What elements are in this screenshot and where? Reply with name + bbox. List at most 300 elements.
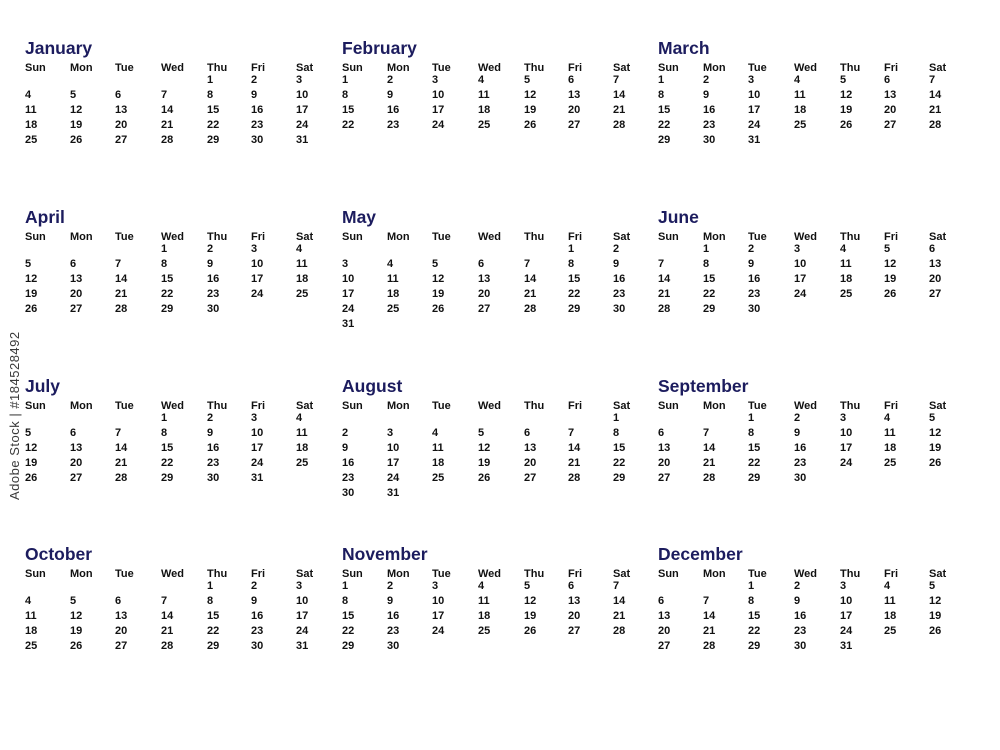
date-cell: 10 (251, 427, 264, 439)
date-cell: 23 (613, 288, 626, 300)
date-cell: 10 (432, 595, 445, 607)
date-cell: 26 (478, 472, 491, 484)
date-cell: 2 (207, 412, 214, 424)
month-title: March (658, 38, 710, 58)
date-cell: 17 (296, 610, 309, 622)
date-cell: 6 (568, 580, 575, 592)
weekday-header-tue: Tue (432, 568, 451, 580)
date-cell: 30 (207, 303, 220, 315)
date-cell: 5 (70, 595, 77, 607)
date-cell: 22 (161, 288, 174, 300)
date-cell: 23 (251, 119, 264, 131)
date-cell: 16 (207, 273, 220, 285)
weekday-header-sat: Sat (929, 231, 947, 243)
date-cell: 1 (703, 243, 710, 255)
date-cell: 18 (296, 442, 309, 454)
date-cell: 20 (658, 457, 671, 469)
date-cell: 23 (703, 119, 716, 131)
date-cell: 21 (115, 288, 128, 300)
date-cell: 25 (25, 134, 38, 146)
date-cell: 8 (161, 427, 168, 439)
date-cell: 8 (748, 427, 755, 439)
weekday-header-mon: Mon (703, 400, 726, 412)
date-cell: 8 (207, 595, 214, 607)
date-cell: 11 (296, 258, 308, 270)
date-cell: 5 (884, 243, 891, 255)
weekday-header-sun: Sun (342, 400, 363, 412)
date-cell: 13 (70, 442, 83, 454)
weekday-header-mon: Mon (387, 400, 410, 412)
date-cell: 27 (658, 640, 671, 652)
date-cell: 5 (25, 427, 32, 439)
date-cell: 31 (296, 134, 309, 146)
date-cell: 9 (794, 595, 801, 607)
month-october (25, 544, 345, 704)
date-cell: 14 (613, 89, 626, 101)
date-cell: 26 (929, 625, 942, 637)
date-cell: 18 (478, 104, 491, 116)
weekday-header-fri: Fri (568, 400, 583, 412)
date-cell: 7 (703, 595, 710, 607)
date-cell: 28 (115, 303, 128, 315)
month-title: June (658, 207, 699, 227)
weekday-header-thu: Thu (524, 62, 545, 74)
date-cell: 3 (794, 243, 801, 255)
date-cell: 4 (478, 74, 485, 86)
date-cell: 10 (251, 258, 264, 270)
date-cell: 6 (929, 243, 936, 255)
weekday-header-mon: Mon (387, 62, 410, 74)
weekday-header-thu: Thu (207, 231, 228, 243)
date-cell: 11 (840, 258, 852, 270)
weekday-header-thu: Thu (207, 568, 228, 580)
month-november (342, 544, 665, 704)
date-cell: 18 (478, 610, 491, 622)
date-cell: 6 (115, 595, 122, 607)
date-cell: 6 (478, 258, 485, 270)
date-cell: 2 (794, 412, 801, 424)
date-cell: 3 (432, 74, 439, 86)
date-cell: 15 (658, 104, 671, 116)
weekday-header-wed: Wed (794, 568, 818, 580)
date-cell: 7 (115, 427, 122, 439)
date-cell: 4 (25, 595, 32, 607)
date-cell: 3 (840, 412, 847, 424)
weekday-header-wed: Wed (794, 62, 818, 74)
date-cell: 19 (524, 610, 537, 622)
date-cell: 21 (524, 288, 537, 300)
date-cell: 28 (613, 119, 626, 131)
date-cell: 8 (342, 595, 349, 607)
date-cell: 17 (432, 104, 445, 116)
month-title: December (658, 544, 743, 564)
date-cell: 1 (161, 243, 168, 255)
date-cell: 15 (207, 610, 220, 622)
date-cell: 28 (929, 119, 942, 131)
date-cell: 10 (342, 273, 355, 285)
date-cell: 15 (613, 442, 626, 454)
date-cell: 24 (794, 288, 807, 300)
date-cell: 4 (884, 412, 891, 424)
date-cell: 14 (161, 610, 174, 622)
date-cell: 16 (342, 457, 355, 469)
date-cell: 29 (703, 303, 716, 315)
date-cell: 24 (748, 119, 761, 131)
date-cell: 3 (387, 427, 394, 439)
weekday-header-sat: Sat (929, 568, 947, 580)
date-cell: 27 (524, 472, 537, 484)
date-cell: 2 (251, 74, 258, 86)
weekday-header-fri: Fri (568, 231, 583, 243)
weekday-header-sat: Sat (296, 62, 314, 74)
month-july (25, 376, 345, 536)
date-cell: 30 (748, 303, 761, 315)
date-cell: 11 (25, 610, 37, 622)
date-cell: 26 (524, 119, 537, 131)
date-cell: 29 (161, 303, 174, 315)
date-cell: 2 (748, 243, 755, 255)
date-cell: 3 (432, 580, 439, 592)
date-cell: 22 (658, 119, 671, 131)
date-cell: 5 (524, 74, 531, 86)
date-cell: 13 (884, 89, 897, 101)
date-cell: 28 (115, 472, 128, 484)
weekday-header-mon: Mon (70, 400, 93, 412)
date-cell: 15 (342, 610, 355, 622)
date-cell: 1 (207, 74, 214, 86)
weekday-header-tue: Tue (748, 62, 767, 74)
weekday-header-sat: Sat (613, 400, 631, 412)
weekday-header-wed: Wed (478, 568, 502, 580)
date-cell: 1 (568, 243, 575, 255)
date-cell: 20 (115, 119, 128, 131)
date-cell: 30 (251, 640, 264, 652)
date-cell: 11 (478, 595, 490, 607)
date-cell: 10 (296, 595, 309, 607)
date-cell: 20 (884, 104, 897, 116)
date-cell: 13 (658, 610, 671, 622)
date-cell: 25 (387, 303, 400, 315)
weekday-header-sun: Sun (342, 231, 363, 243)
date-cell: 19 (929, 610, 942, 622)
date-cell: 22 (342, 625, 355, 637)
date-cell: 3 (251, 243, 258, 255)
date-cell: 21 (703, 457, 716, 469)
date-cell: 14 (703, 610, 716, 622)
month-january (25, 38, 345, 198)
date-cell: 4 (296, 412, 303, 424)
date-cell: 26 (70, 640, 83, 652)
month-title: September (658, 376, 749, 396)
date-cell: 8 (342, 89, 349, 101)
date-cell: 22 (703, 288, 716, 300)
date-cell: 19 (929, 442, 942, 454)
month-title: October (25, 544, 93, 564)
date-cell: 24 (387, 472, 400, 484)
date-cell: 9 (387, 595, 394, 607)
date-cell: 7 (115, 258, 122, 270)
weekday-header-tue: Tue (432, 231, 451, 243)
date-cell: 30 (207, 472, 220, 484)
date-cell: 22 (161, 457, 174, 469)
date-cell: 16 (613, 273, 626, 285)
weekday-header-wed: Wed (161, 231, 185, 243)
date-cell: 1 (342, 74, 349, 86)
date-cell: 18 (884, 442, 897, 454)
month-title: July (25, 376, 61, 396)
weekday-header-wed: Wed (478, 231, 502, 243)
date-cell: 21 (658, 288, 671, 300)
date-cell: 1 (658, 74, 665, 86)
date-cell: 29 (342, 640, 355, 652)
date-cell: 5 (929, 580, 936, 592)
date-cell: 7 (613, 74, 620, 86)
date-cell: 25 (884, 457, 897, 469)
date-cell: 30 (794, 640, 807, 652)
weekday-header-sun: Sun (658, 400, 679, 412)
date-cell: 31 (342, 318, 355, 330)
date-cell: 26 (524, 625, 537, 637)
month-april (25, 207, 345, 367)
date-cell: 25 (432, 472, 445, 484)
date-cell: 29 (613, 472, 626, 484)
date-cell: 12 (478, 442, 491, 454)
date-cell: 2 (613, 243, 620, 255)
date-cell: 15 (568, 273, 581, 285)
date-cell: 17 (794, 273, 807, 285)
weekday-header-sat: Sat (613, 231, 631, 243)
date-cell: 16 (387, 610, 400, 622)
date-cell: 31 (748, 134, 761, 146)
date-cell: 27 (884, 119, 897, 131)
date-cell: 23 (387, 625, 400, 637)
date-cell: 11 (794, 89, 806, 101)
date-cell: 23 (794, 625, 807, 637)
date-cell: 18 (432, 457, 445, 469)
date-cell: 6 (524, 427, 531, 439)
date-cell: 9 (207, 258, 214, 270)
date-cell: 2 (207, 243, 214, 255)
weekday-header-wed: Wed (794, 400, 818, 412)
date-cell: 12 (840, 89, 853, 101)
date-cell: 10 (840, 427, 853, 439)
date-cell: 31 (251, 472, 264, 484)
date-cell: 17 (251, 442, 264, 454)
date-cell: 14 (568, 442, 581, 454)
date-cell: 12 (432, 273, 445, 285)
date-cell: 14 (703, 442, 716, 454)
date-cell: 19 (70, 625, 83, 637)
date-cell: 16 (794, 610, 807, 622)
date-cell: 3 (251, 412, 258, 424)
date-cell: 18 (840, 273, 853, 285)
date-cell: 8 (613, 427, 620, 439)
date-cell: 26 (70, 134, 83, 146)
date-cell: 30 (703, 134, 716, 146)
date-cell: 17 (840, 442, 853, 454)
date-cell: 30 (794, 472, 807, 484)
month-title: May (342, 207, 377, 227)
date-cell: 2 (251, 580, 258, 592)
weekday-header-mon: Mon (70, 568, 93, 580)
date-cell: 25 (840, 288, 853, 300)
date-cell: 5 (524, 580, 531, 592)
date-cell: 13 (929, 258, 942, 270)
date-cell: 25 (794, 119, 807, 131)
date-cell: 25 (296, 288, 309, 300)
date-cell: 31 (387, 487, 400, 499)
month-september (658, 376, 978, 536)
month-title: November (342, 544, 428, 564)
weekday-header-sat: Sat (296, 568, 314, 580)
date-cell: 3 (342, 258, 349, 270)
month-title: February (342, 38, 417, 58)
date-cell: 1 (748, 412, 755, 424)
date-cell: 16 (794, 442, 807, 454)
date-cell: 23 (748, 288, 761, 300)
date-cell: 2 (342, 427, 349, 439)
weekday-header-mon: Mon (70, 62, 93, 74)
month-may (342, 207, 665, 367)
weekday-header-fri: Fri (884, 62, 899, 74)
date-cell: 4 (296, 243, 303, 255)
date-cell: 20 (524, 457, 537, 469)
date-cell: 9 (748, 258, 755, 270)
date-cell: 8 (568, 258, 575, 270)
date-cell: 22 (342, 119, 355, 131)
date-cell: 12 (524, 595, 537, 607)
date-cell: 12 (929, 427, 942, 439)
weekday-header-mon: Mon (703, 231, 726, 243)
date-cell: 4 (432, 427, 439, 439)
date-cell: 16 (207, 442, 220, 454)
date-cell: 10 (794, 258, 807, 270)
date-cell: 28 (703, 472, 716, 484)
date-cell: 10 (296, 89, 309, 101)
date-cell: 15 (161, 273, 174, 285)
date-cell: 29 (658, 134, 671, 146)
date-cell: 3 (748, 74, 755, 86)
date-cell: 7 (161, 89, 168, 101)
date-cell: 27 (568, 119, 581, 131)
date-cell: 23 (387, 119, 400, 131)
weekday-header-mon: Mon (387, 568, 410, 580)
weekday-header-wed: Wed (161, 568, 185, 580)
date-cell: 5 (929, 412, 936, 424)
date-cell: 22 (207, 625, 220, 637)
date-cell: 21 (613, 104, 626, 116)
date-cell: 14 (613, 595, 626, 607)
date-cell: 29 (161, 472, 174, 484)
weekday-header-fri: Fri (251, 231, 266, 243)
date-cell: 19 (884, 273, 897, 285)
date-cell: 20 (658, 625, 671, 637)
date-cell: 23 (794, 457, 807, 469)
date-cell: 4 (794, 74, 801, 86)
date-cell: 9 (387, 89, 394, 101)
date-cell: 14 (658, 273, 671, 285)
weekday-header-tue: Tue (748, 231, 767, 243)
date-cell: 26 (840, 119, 853, 131)
weekday-header-tue: Tue (432, 400, 451, 412)
weekday-header-tue: Tue (432, 62, 451, 74)
date-cell: 17 (342, 288, 355, 300)
date-cell: 7 (524, 258, 531, 270)
date-cell: 20 (115, 625, 128, 637)
date-cell: 29 (207, 134, 220, 146)
date-cell: 12 (25, 442, 38, 454)
date-cell: 7 (613, 580, 620, 592)
stock-watermark-text: Adobe Stock | #184528492 (7, 331, 22, 500)
date-cell: 9 (613, 258, 620, 270)
date-cell: 14 (115, 442, 128, 454)
date-cell: 4 (478, 580, 485, 592)
date-cell: 7 (703, 427, 710, 439)
date-cell: 27 (568, 625, 581, 637)
date-cell: 28 (161, 134, 174, 146)
date-cell: 14 (524, 273, 537, 285)
date-cell: 15 (703, 273, 716, 285)
date-cell: 7 (568, 427, 575, 439)
date-cell: 22 (748, 457, 761, 469)
date-cell: 26 (929, 457, 942, 469)
weekday-header-thu: Thu (207, 62, 228, 74)
weekday-header-tue: Tue (115, 62, 134, 74)
date-cell: 9 (794, 427, 801, 439)
weekday-header-fri: Fri (568, 62, 583, 74)
date-cell: 4 (840, 243, 847, 255)
date-cell: 15 (748, 442, 761, 454)
date-cell: 14 (929, 89, 942, 101)
date-cell: 20 (568, 610, 581, 622)
date-cell: 11 (884, 427, 896, 439)
weekday-header-wed: Wed (478, 62, 502, 74)
weekday-header-thu: Thu (524, 231, 545, 243)
date-cell: 24 (296, 119, 309, 131)
date-cell: 4 (25, 89, 32, 101)
weekday-header-wed: Wed (478, 400, 502, 412)
date-cell: 29 (748, 640, 761, 652)
date-cell: 1 (207, 580, 214, 592)
date-cell: 5 (840, 74, 847, 86)
date-cell: 15 (748, 610, 761, 622)
date-cell: 10 (840, 595, 853, 607)
weekday-header-tue: Tue (748, 400, 767, 412)
date-cell: 1 (161, 412, 168, 424)
weekday-header-thu: Thu (840, 568, 861, 580)
date-cell: 25 (478, 119, 491, 131)
date-cell: 11 (25, 104, 37, 116)
date-cell: 8 (748, 595, 755, 607)
weekday-header-mon: Mon (70, 231, 93, 243)
date-cell: 1 (748, 580, 755, 592)
date-cell: 13 (658, 442, 671, 454)
weekday-header-sun: Sun (25, 62, 46, 74)
date-cell: 25 (884, 625, 897, 637)
weekday-header-mon: Mon (387, 231, 410, 243)
date-cell: 2 (387, 74, 394, 86)
date-cell: 20 (70, 288, 83, 300)
weekday-header-fri: Fri (251, 400, 266, 412)
date-cell: 2 (794, 580, 801, 592)
date-cell: 16 (251, 610, 264, 622)
date-cell: 7 (161, 595, 168, 607)
date-cell: 27 (658, 472, 671, 484)
weekday-header-sat: Sat (296, 400, 314, 412)
date-cell: 6 (658, 427, 665, 439)
weekday-header-thu: Thu (840, 62, 861, 74)
date-cell: 1 (613, 412, 620, 424)
